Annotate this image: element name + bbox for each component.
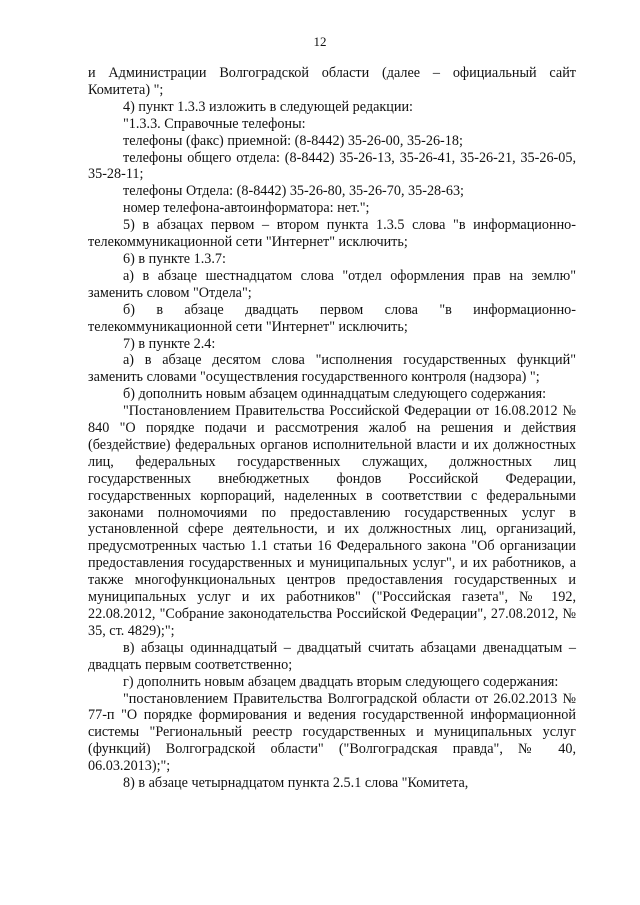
paragraph: телефоны общего отдела: (8-8442) 35-26-13, 35-26-41, 35-26-21, 35-26-05, 35-28-11; [88, 149, 576, 183]
paragraph: 5) в абзацах первом – втором пункта 1.3.5 слова "в информационно-телекоммуникационной сети "Интернет" исключить; [88, 217, 576, 251]
paragraph: "Постановлением Правительства Российской Федерации от 16.08.2012 № 840 "О порядке подачи и рассмотрения жалоб на решения и действия (бездействие) федеральных органов исполнительной власти и их должностных лиц, федеральных государственных служащих, должностных лиц государственных внебюджетных фондов Российской Федерации, государственных корпораций, наделенных в соответствии с федеральными законами полномочиями по предоставлению государственных услуг в установленной сфере деятельности, и их должностных лиц, организаций, предусмотренных частью 1.1 статьи 16 Федерального закона "Об организации предоставления государственных и муниципальных услуг", и их работников, а также многофункциональных центров предоставления государственных и муниципальных услуг и их работников" ("Российская газета", № 192, 22.08.2012, "Собрание законодательства Российской Федерации", 27.08.2012, № 35, ст. 4829);"; [88, 403, 576, 639]
paragraph: телефоны Отдела: (8-8442) 35-26-80, 35-26-70, 35-28-63; [123, 183, 464, 200]
paragraph: г) дополнить новым абзацем двадцать вторым следующего содержания: [123, 673, 559, 690]
paragraph: 4) пункт 1.3.3 изложить в следующей редакции: [123, 98, 413, 115]
paragraph: а) в абзаце десятом слова "исполнения государственных функций" заменить словами "осуществления государственного контроля (надзора) "; [88, 352, 576, 386]
paragraph: и Администрации Волгоградской области (далее – официальный сайт Комитета) "; [88, 65, 576, 98]
paragraph: "1.3.3. Справочные телефоны: [123, 115, 306, 132]
paragraph: 7) в пункте 2.4: [123, 335, 216, 352]
paragraph: б) дополнить новым абзацем одиннадцатым следующего содержания: [123, 386, 547, 403]
paragraph: 8) в абзаце четырнадцатом пункта 2.5.1 слова "Комитета, [123, 775, 469, 792]
paragraph: номер телефона-автоинформатора: нет."; [123, 200, 370, 217]
document-body [88, 65, 576, 792]
page-number: 12 [313, 34, 327, 49]
paragraph: 6) в пункте 1.3.7: [123, 250, 226, 267]
paragraph: а) в абзаце шестнадцатом слова "отдел оформления прав на землю" заменить словом "Отдела"; [88, 267, 576, 301]
paragraph: в) абзацы одиннадцатый – двадцатый считать абзацами двенадцатым – двадцать первым соответственно; [88, 639, 576, 673]
paragraph: телефоны (факс) приемной: (8-8442) 35-26-00, 35-26-18; [123, 132, 463, 149]
paragraph: б) в абзаце двадцать первом слова "в информационно-телекоммуникационной сети "Интернет" исключить; [88, 301, 576, 335]
paragraph: "постановлением Правительства Волгоградской области от 26.02.2013 № 77-п "О порядке формирования и ведения государственной информационной системы "Региональный реестр государственных и муниципальных услуг (функций) Волгоградской области" ("Волгоградская правда", № 40, 06.03.2013);"; [88, 690, 576, 775]
